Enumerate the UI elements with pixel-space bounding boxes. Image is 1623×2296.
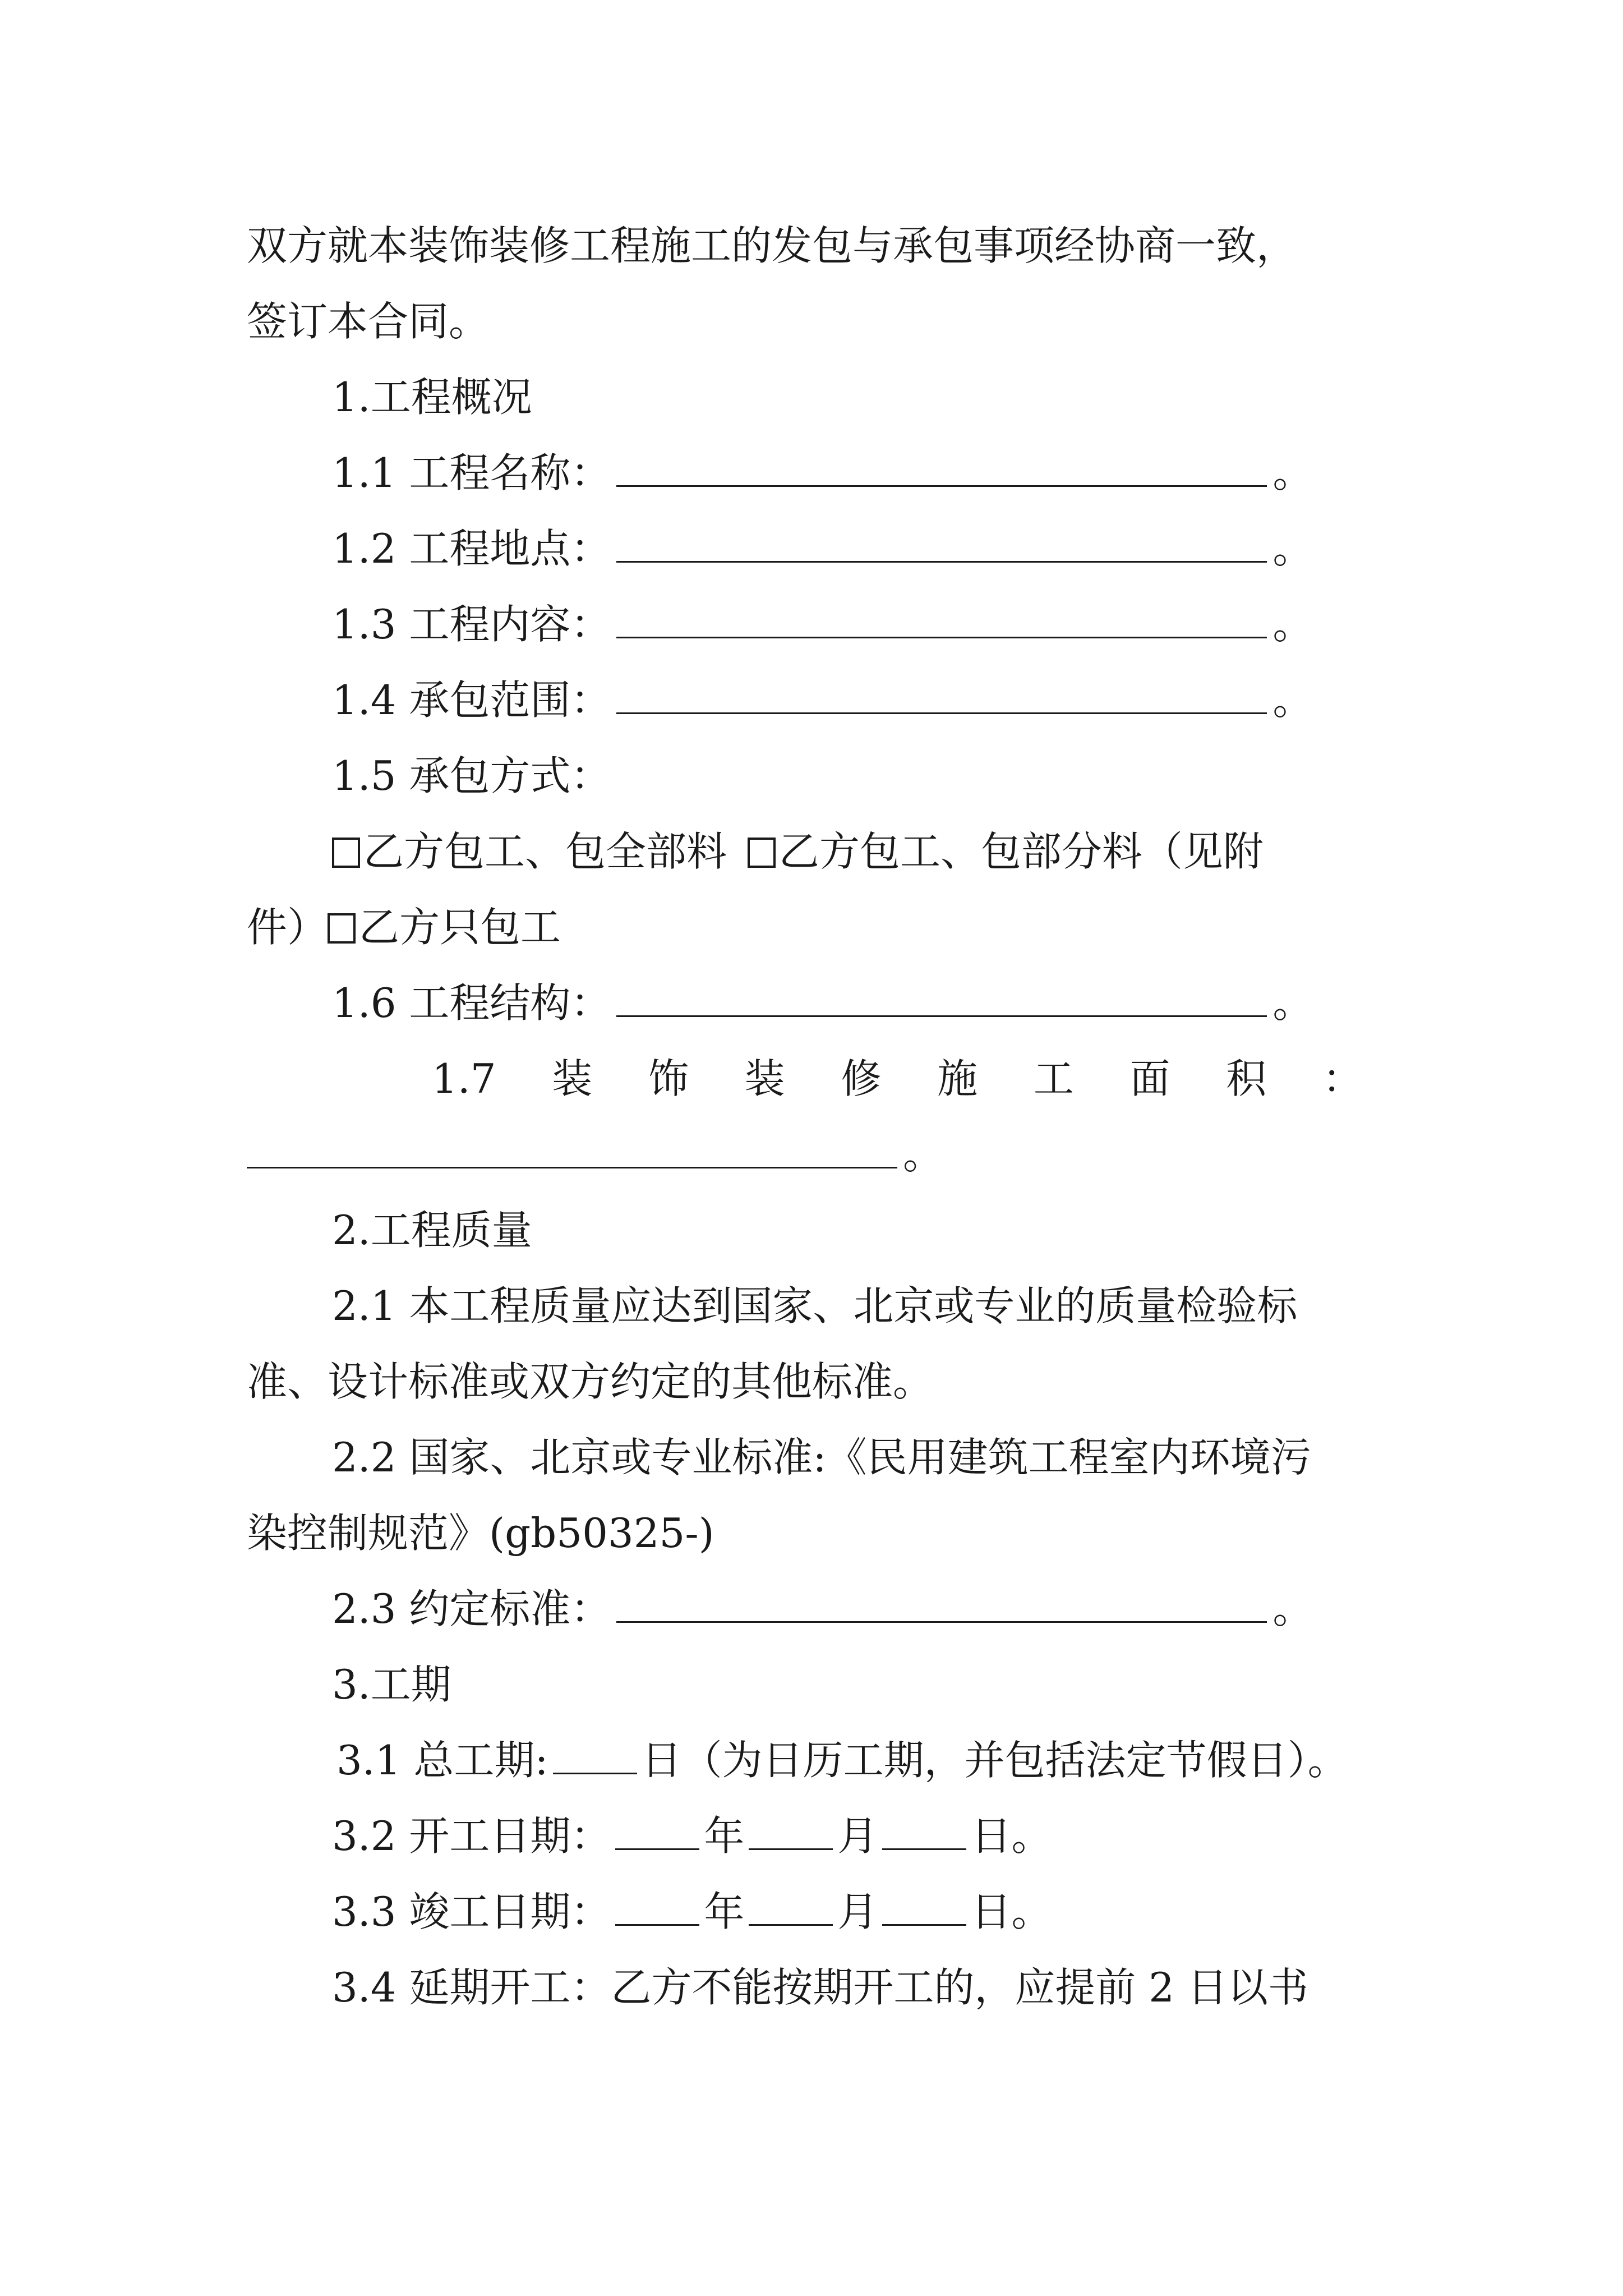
field-label: 2.3 约定标准： bbox=[332, 1585, 611, 1632]
intro-line-1: 双方就本装饰装修工程施工的发包与承包事项经协商一致， bbox=[247, 222, 1297, 269]
empty-checkbox-icon[interactable] bbox=[748, 838, 776, 868]
field-project-location: 1.2 工程地点： 。 bbox=[332, 525, 1313, 572]
field-agreed-standard: 2.3 约定标准： 。 bbox=[332, 1585, 1313, 1632]
completion-day-blank[interactable] bbox=[882, 1890, 966, 1926]
completion-month-blank[interactable] bbox=[749, 1890, 833, 1926]
contract-scope-blank[interactable] bbox=[616, 679, 1267, 714]
decoration-area-blank[interactable] bbox=[247, 1133, 897, 1168]
field-contract-scope: 1.4 承包范围： 。 bbox=[332, 677, 1313, 724]
empty-checkbox-icon[interactable] bbox=[328, 913, 356, 944]
field-label: 3.2 开工日期： bbox=[332, 1812, 611, 1860]
field-project-structure: 1.6 工程结构： 。 bbox=[332, 979, 1313, 1027]
field-project-content: 1.3 工程内容： 。 bbox=[332, 601, 1313, 648]
section-1-title: 1.工程概况 bbox=[332, 374, 532, 421]
section-3-title: 3.工期 bbox=[332, 1661, 451, 1708]
field-label: 1.2 工程地点： bbox=[332, 525, 611, 572]
clause-2-1-line-2: 准、设计标准或双方约定的其他标准。 bbox=[247, 1358, 934, 1405]
field-label: 3.3 竣工日期： bbox=[332, 1888, 611, 1935]
field-project-name: 1.1 工程名称： 。 bbox=[332, 449, 1313, 496]
field-label: 1.4 承包范围： bbox=[332, 677, 611, 724]
start-day-blank[interactable] bbox=[882, 1815, 966, 1850]
field-label: 1.3 工程内容： bbox=[332, 601, 611, 648]
agreed-standard-blank[interactable] bbox=[616, 1588, 1267, 1623]
project-content-blank[interactable] bbox=[616, 603, 1267, 638]
field-decoration-area-label: 1.7 装 饰 装 修 施 工 面 积 ： bbox=[432, 1055, 1363, 1102]
project-name-blank[interactable] bbox=[616, 452, 1267, 487]
field-label: 1.6 工程结构： bbox=[332, 979, 611, 1027]
intro-line-2: 签订本合同。 bbox=[247, 298, 490, 345]
field-contract-method-label: 1.5 承包方式： bbox=[332, 752, 611, 799]
contract-method-options-cont: 件） 乙方只包工 bbox=[247, 904, 561, 951]
clause-2-1-line-1: 2.1 本工程质量应达到国家、北京或专业的质量检验标 bbox=[332, 1282, 1298, 1329]
completion-year-blank[interactable] bbox=[615, 1890, 699, 1926]
field-decoration-area: 。 bbox=[247, 1116, 1436, 1193]
option-labor-only: 乙方只包工 bbox=[359, 904, 561, 951]
field-label: 3.1 总工期: bbox=[336, 1737, 548, 1784]
clause-2-2-line-2: 染控制规范》(gb50325-) bbox=[247, 1510, 714, 1557]
field-start-date: 3.2 开工日期： 年 月 日。 bbox=[332, 1812, 1052, 1860]
contract-method-options bbox=[332, 813, 1436, 890]
start-month-blank[interactable] bbox=[749, 1815, 833, 1850]
project-location-blank[interactable] bbox=[616, 527, 1267, 563]
section-2-title: 2.工程质量 bbox=[332, 1207, 532, 1254]
field-completion-date: 3.3 竣工日期： 年 月 日。 bbox=[332, 1888, 1052, 1935]
field-total-duration: 3.1 总工期: 日（为日历工期，并包括法定节假日）。 bbox=[336, 1737, 1348, 1784]
option-labor-all-materials: 乙方包工、包全部料 bbox=[363, 828, 727, 875]
empty-checkbox-icon[interactable] bbox=[332, 838, 360, 868]
start-year-blank[interactable] bbox=[615, 1815, 699, 1850]
clause-3-4: 3.4 延期开工：乙方不能按期开工的，应提前 2 日以书 bbox=[332, 1964, 1308, 2011]
option-labor-partial-materials: 乙方包工、包部分料（见附 bbox=[778, 828, 1264, 875]
total-duration-blank[interactable] bbox=[553, 1739, 637, 1774]
project-structure-blank[interactable] bbox=[616, 982, 1267, 1017]
field-label: 1.1 工程名称： bbox=[332, 449, 611, 496]
clause-2-2-line-1: 2.2 国家、北京或专业标准:《民用建筑工程室内环境污 bbox=[332, 1434, 1311, 1481]
